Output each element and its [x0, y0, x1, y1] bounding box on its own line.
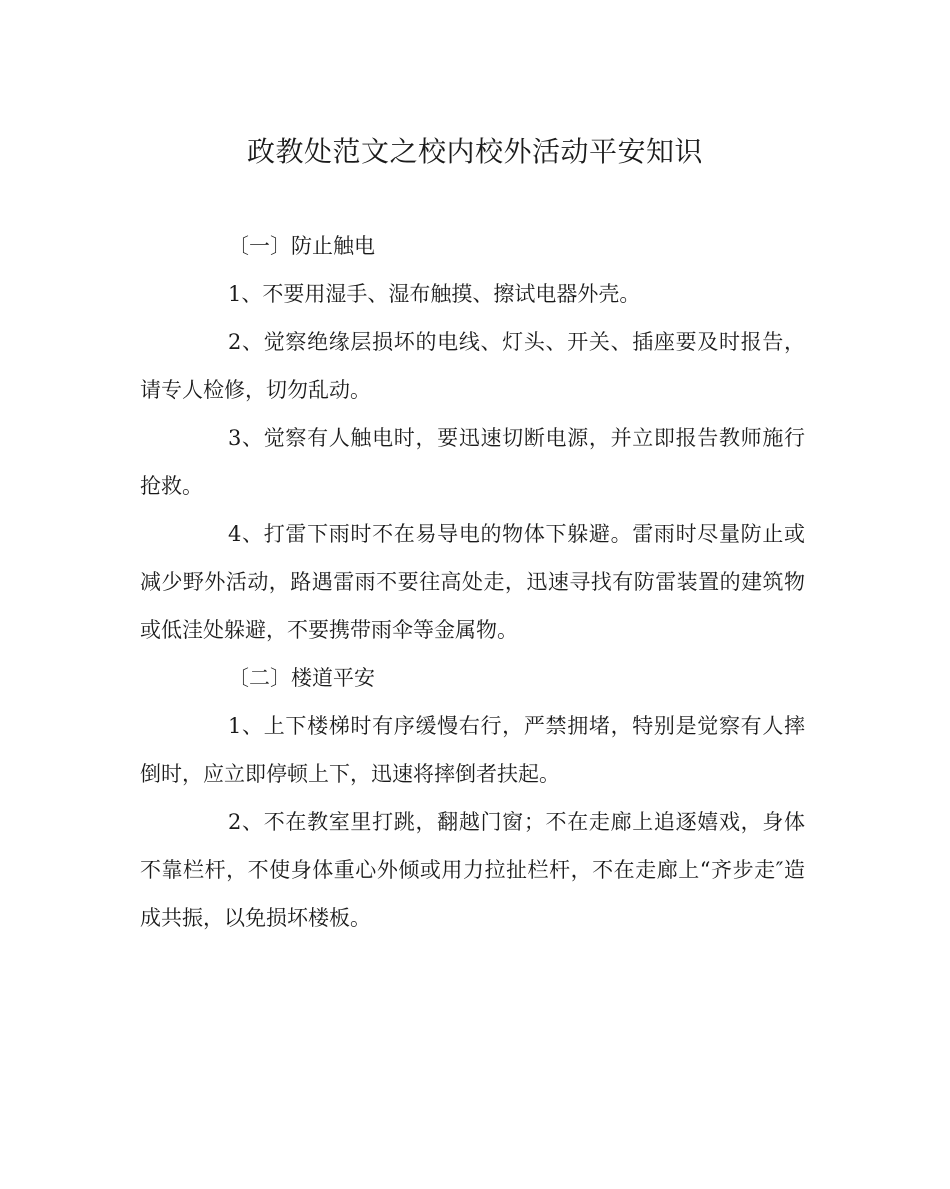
paragraph: 2、觉察绝缘层损坏的电线、灯头、开关、插座要及时报告，请专人检修，切勿乱动。: [140, 330, 805, 402]
paragraph: 1、不要用湿手、湿布触摸、擦试电器外壳。: [228, 282, 641, 306]
paragraph: 3、觉察有人触电时，要迅速切断电源，并立即报告教师施行抢救。: [140, 426, 805, 498]
section-heading-electric: 〔一〕防止触电: [228, 234, 375, 258]
document-title: 政教处范文之校内校外活动平安知识: [246, 135, 703, 168]
paragraph: 1、上下楼梯时有序缓慢右行，严禁拥堵，特别是觉察有人摔倒时，应立即停顿上下，迅速将摔倒者扶起。: [140, 714, 805, 786]
section-heading-corridor: 〔二〕楼道平安: [228, 666, 375, 690]
paragraph: 4、打雷下雨时不在易导电的物体下躲避。雷雨时尽量防止或减少野外活动，路遇雷雨不要往高处走，迅速寻找有防雷装置的建筑物或低洼处躲避，不要携带雨伞等金属物。: [140, 522, 805, 642]
document-body: [140, 222, 805, 942]
paragraph: 2、不在教室里打跳，翻越门窗；不在走廊上追逐嬉戏，身体不靠栏杆，不使身体重心外倾或用力拉扯栏杆，不在走廊上“齐步走″造成共振，以免损坏楼板。: [140, 810, 805, 930]
